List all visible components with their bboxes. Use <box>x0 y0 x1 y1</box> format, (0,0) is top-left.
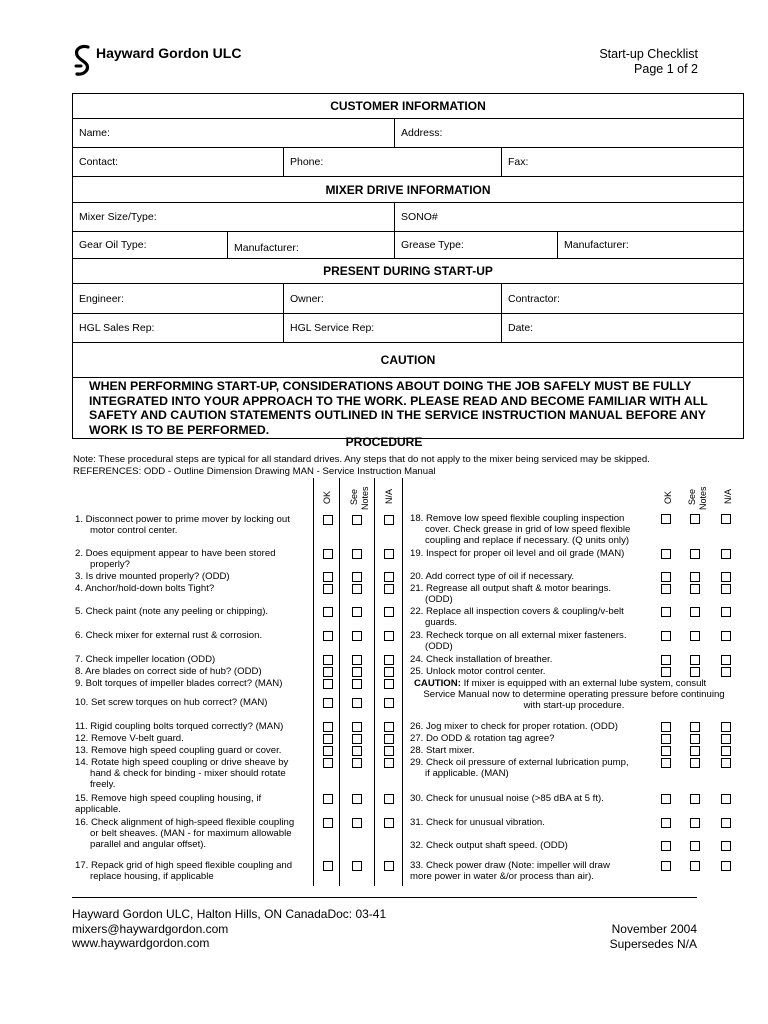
procedure-step-line: (ODD) <box>425 641 453 652</box>
ok-checkbox[interactable] <box>323 698 333 708</box>
procedure-step-line: freely. <box>90 779 116 790</box>
procedure-step-left <box>75 606 311 617</box>
procedure-step-line: 2. Does equipment appear to have been stored <box>75 548 276 559</box>
see-notes-checkbox[interactable] <box>352 607 362 617</box>
ok-checkbox[interactable] <box>661 655 671 665</box>
procedure-step-line: or belt sheaves. (MAN - for maximum allowable <box>90 828 292 839</box>
procedure-note-text: Note: These procedural steps are typical for all standard drives. Any steps that do not apply to the mixer being serviced may be skipped. <box>73 454 650 465</box>
contact-field[interactable]: Contact: <box>73 148 284 177</box>
lube-caution-line-2: Service Manual now to determine operating pressure before continuing <box>423 689 725 700</box>
mixer-drive-heading: MIXER DRIVE INFORMATION <box>73 177 744 203</box>
na-checkbox[interactable] <box>721 584 731 594</box>
procedure-step-line: applicable. <box>75 804 121 815</box>
procedure-step-left <box>75 793 311 815</box>
ok-column-header-right: OK <box>663 490 673 504</box>
procedure-step-line: cover. Check grease in grid of low speed flexible <box>425 524 631 535</box>
see-notes-checkbox[interactable] <box>690 655 700 665</box>
procedure-step-line: 6. Check mixer for external rust & corrosion. <box>75 630 263 641</box>
na-checkbox[interactable] <box>384 746 394 756</box>
ok-checkbox[interactable] <box>661 818 671 828</box>
ok-checkbox[interactable] <box>661 667 671 677</box>
procedure-step-line: 11. Rigid coupling bolts torqued correctly? (MAN) <box>75 721 284 732</box>
column-divider <box>402 478 403 886</box>
procedure-step-left <box>75 571 311 582</box>
ok-checkbox[interactable] <box>323 722 333 732</box>
na-checkbox[interactable] <box>721 841 731 851</box>
present-during-startup-heading: PRESENT DURING START-UP <box>73 259 744 284</box>
procedure-step-line: 4. Anchor/hold-down bolts Tight? <box>75 583 215 594</box>
procedure-step-left <box>75 514 311 536</box>
na-checkbox[interactable] <box>721 655 731 665</box>
procedure-step-line: 1. Disconnect power to prime mover by locking out <box>75 514 290 525</box>
procedure-step-line: 32. Check output shaft speed. (ODD) <box>410 840 568 851</box>
see-notes-checkbox[interactable] <box>352 746 362 756</box>
see-notes-checkbox[interactable] <box>690 861 700 871</box>
procedure-step-left <box>75 817 311 850</box>
grease-type-field[interactable]: Grease Type: <box>395 232 558 259</box>
ok-checkbox[interactable] <box>323 584 333 594</box>
procedure-step-line: 27. Do ODD & rotation tag agree? <box>410 733 555 744</box>
na-checkbox[interactable] <box>721 758 731 768</box>
see-notes-checkbox[interactable] <box>352 818 362 828</box>
see-notes-checkbox[interactable] <box>352 722 362 732</box>
na-checkbox[interactable] <box>721 861 731 871</box>
na-checkbox[interactable] <box>384 794 394 804</box>
na-checkbox[interactable] <box>721 607 731 617</box>
procedure-step-right <box>410 793 655 804</box>
na-checkbox[interactable] <box>384 679 394 689</box>
procedure-step-right <box>410 860 655 882</box>
see-notes-checkbox[interactable] <box>352 584 362 594</box>
procedure-step-line: 29. Check oil pressure of external lubrication pump, <box>410 757 629 768</box>
procedure-step-line: 13. Remove high speed coupling guard or cover. <box>75 745 282 756</box>
ok-checkbox[interactable] <box>661 841 671 851</box>
na-checkbox[interactable] <box>384 584 394 594</box>
na-checkbox[interactable] <box>384 734 394 744</box>
address-field[interactable]: Address: <box>395 119 744 148</box>
na-checkbox[interactable] <box>384 572 394 582</box>
procedure-step-left <box>75 630 311 641</box>
procedure-step-line: motor control center. <box>90 525 178 536</box>
hayward-gordon-logo-icon <box>72 44 94 78</box>
notes-column-header-right: Notes <box>698 486 708 510</box>
procedure-note <box>73 454 650 477</box>
na-checkbox[interactable] <box>721 572 731 582</box>
see-notes-checkbox[interactable] <box>690 841 700 851</box>
fax-field[interactable]: Fax: <box>502 148 744 177</box>
lube-caution-label: CAUTION: <box>414 678 461 689</box>
see-notes-checkbox[interactable] <box>352 515 362 525</box>
document-title: Start-up Checklist <box>599 47 698 61</box>
ok-checkbox[interactable] <box>661 746 671 756</box>
procedure-step-line: parallel and angular offset). <box>90 839 207 850</box>
gear-oil-manufacturer-field[interactable]: Manufacturer: <box>228 232 395 259</box>
footer-right <box>610 922 697 951</box>
see-notes-checkbox[interactable] <box>690 667 700 677</box>
procedure-step-left <box>75 583 311 594</box>
procedure-step-line: guards. <box>425 617 457 628</box>
procedure-step-line: 23. Recheck torque on all external mixer fasteners. <box>410 630 627 641</box>
procedure-step-line: if applicable. (MAN) <box>425 768 509 779</box>
na-checkbox[interactable] <box>384 758 394 768</box>
see-notes-checkbox[interactable] <box>352 758 362 768</box>
caution-statement: WHEN PERFORMING START-UP, CONSIDERATIONS ABOUT DOING THE JOB SAFELY MUST BE FULLY INTEGRATED INTO YOUR APPROACH TO THE WORK. PLEASE READ AND BECOME FAMILIAR WITH ALL SAFETY AND CAUTION STATEMENTS OUTLINED IN THE SERVICE INSTRUCTION MANUAL BEFORE ANY WORK IS TO BE PERFORMED. <box>73 378 744 439</box>
footer-email[interactable]: mixers@haywardgordon.com <box>72 921 229 936</box>
footer-doc-number: Doc: 03-41 <box>327 907 387 921</box>
ok-checkbox[interactable] <box>661 758 671 768</box>
procedure-step-line: 7. Check impeller location (ODD) <box>75 654 216 665</box>
caution-heading: CAUTION <box>73 343 744 378</box>
see-notes-checkbox[interactable] <box>690 794 700 804</box>
ok-checkbox[interactable] <box>323 667 333 677</box>
procedure-step-line: 25. Unlock motor control center. <box>410 666 546 677</box>
procedure-step-line: properly? <box>90 559 130 570</box>
column-divider <box>374 478 375 886</box>
ok-checkbox[interactable] <box>323 631 333 641</box>
procedure-step-line: 3. Is drive mounted properly? (ODD) <box>75 571 230 582</box>
procedure-step-left <box>75 733 311 744</box>
company-name: Hayward Gordon ULC <box>96 45 242 61</box>
footer-website[interactable]: www.haywardgordon.com <box>72 936 210 950</box>
na-checkbox[interactable] <box>721 734 731 744</box>
procedure-step-left <box>75 745 311 756</box>
ok-checkbox[interactable] <box>661 607 671 617</box>
footer-supersedes: Supersedes N/A <box>609 936 697 951</box>
na-checkbox[interactable] <box>384 655 394 665</box>
na-column-header-right: N/A <box>723 488 733 504</box>
document-title-block <box>599 47 698 77</box>
engineer-field[interactable]: Engineer: <box>73 284 284 314</box>
see-notes-checkbox[interactable] <box>690 549 700 559</box>
ok-checkbox[interactable] <box>661 631 671 641</box>
procedure-step-line: 33. Check power draw (Note: impeller will draw <box>410 860 610 871</box>
procedure-heading: PROCEDURE <box>345 435 423 449</box>
see-notes-checkbox[interactable] <box>690 607 700 617</box>
na-checkbox[interactable] <box>721 667 731 677</box>
ok-checkbox[interactable] <box>661 572 671 582</box>
procedure-step-line: 18. Remove low speed flexible coupling inspection <box>410 513 625 524</box>
na-checkbox[interactable] <box>721 631 731 641</box>
procedure-step-right <box>410 745 655 756</box>
procedure-step-left <box>75 654 311 665</box>
procedure-step-line: replace housing, if applicable <box>90 871 214 882</box>
na-checkbox[interactable] <box>384 549 394 559</box>
see-notes-checkbox[interactable] <box>690 746 700 756</box>
see-notes-checkbox[interactable] <box>352 698 362 708</box>
lube-caution-note <box>414 678 734 711</box>
see-notes-checkbox[interactable] <box>352 794 362 804</box>
procedure-step-line: (ODD) <box>425 594 453 605</box>
see-notes-checkbox[interactable] <box>352 734 362 744</box>
procedure-step-left <box>75 721 311 732</box>
customer-info-heading: CUSTOMER INFORMATION <box>73 94 744 119</box>
procedure-step-line: 5. Check paint (note any peeling or chipping). <box>75 606 269 617</box>
footer-left <box>72 907 386 951</box>
ok-checkbox[interactable] <box>323 655 333 665</box>
footer-address: Hayward Gordon ULC, Halton Hills, ON Canada <box>72 907 328 921</box>
see-column-header: See <box>349 488 359 505</box>
owner-field[interactable]: Owner: <box>284 284 502 314</box>
na-checkbox[interactable] <box>384 607 394 617</box>
lube-caution-line-3: with start-up procedure. <box>523 700 625 711</box>
see-notes-checkbox[interactable] <box>690 818 700 828</box>
procedure-step-right <box>410 733 655 744</box>
ok-checkbox[interactable] <box>323 607 333 617</box>
footer-address-line <box>72 907 386 922</box>
procedure-step-right <box>410 840 655 851</box>
ok-checkbox[interactable] <box>323 549 333 559</box>
procedure-step-line: 12. Remove V-belt guard. <box>75 733 184 744</box>
procedure-step-right <box>410 817 655 828</box>
procedure-step-line: 19. Inspect for proper oil level and oil grade (MAN) <box>410 548 625 559</box>
procedure-step-line: 30. Check for unusual noise (>85 dBA at 5 ft). <box>410 793 604 804</box>
procedure-step-line: coupling and replace if necessary. (Q units only) <box>425 535 630 546</box>
lube-caution-line-1: If mixer is equipped with an external lube system, consult <box>463 678 707 689</box>
procedure-step-line: 22. Replace all inspection covers & coupling/v-belt <box>410 606 624 617</box>
see-notes-checkbox[interactable] <box>352 667 362 677</box>
procedure-step-right <box>410 548 655 559</box>
ok-checkbox[interactable] <box>323 746 333 756</box>
hgl-service-rep-field[interactable]: HGL Service Rep: <box>284 314 502 343</box>
na-checkbox[interactable] <box>384 631 394 641</box>
na-checkbox[interactable] <box>384 667 394 677</box>
ok-checkbox[interactable] <box>323 515 333 525</box>
name-field[interactable]: Name: <box>73 119 395 148</box>
see-notes-checkbox[interactable] <box>352 861 362 871</box>
procedure-step-line: 15. Remove high speed coupling housing, if <box>75 793 262 804</box>
contractor-field[interactable]: Contractor: <box>502 284 744 314</box>
see-notes-checkbox[interactable] <box>690 584 700 594</box>
footer-date: November 2004 <box>611 922 697 936</box>
procedure-step-right <box>410 583 655 605</box>
date-field[interactable]: Date: <box>502 314 744 343</box>
na-column-header: N/A <box>384 488 394 504</box>
see-notes-checkbox[interactable] <box>690 514 700 524</box>
procedure-step-right <box>410 630 655 652</box>
procedure-step-line: 8. Are blades on correct side of hub? (ODD) <box>75 666 262 677</box>
procedure-step-line: 24. Check installation of breather. <box>410 654 553 665</box>
see-notes-checkbox[interactable] <box>352 679 362 689</box>
ok-checkbox[interactable] <box>323 794 333 804</box>
procedure-step-line: 21. Regrease all output shaft & motor bearings. <box>410 583 612 594</box>
phone-field[interactable]: Phone: <box>284 148 502 177</box>
ok-checkbox[interactable] <box>661 549 671 559</box>
ok-checkbox[interactable] <box>323 734 333 744</box>
ok-checkbox[interactable] <box>661 584 671 594</box>
ok-checkbox[interactable] <box>323 572 333 582</box>
see-notes-checkbox[interactable] <box>690 631 700 641</box>
procedure-step-right <box>410 654 655 665</box>
procedure-step-line: more power in water &/or process than air). <box>410 871 594 882</box>
hgl-sales-rep-field[interactable]: HGL Sales Rep: <box>73 314 284 343</box>
na-checkbox[interactable] <box>721 722 731 732</box>
ok-checkbox[interactable] <box>661 722 671 732</box>
ok-checkbox[interactable] <box>323 818 333 828</box>
grease-manufacturer-field[interactable]: Manufacturer: <box>558 232 744 259</box>
ok-checkbox[interactable] <box>661 861 671 871</box>
procedure-step-left <box>75 860 311 882</box>
footer-divider <box>72 897 697 898</box>
ok-checkbox[interactable] <box>661 514 671 524</box>
procedure-step-line: 28. Start mixer. <box>410 745 475 756</box>
procedure-step-right <box>410 606 655 628</box>
see-column-header-right: See <box>687 488 697 505</box>
see-notes-checkbox[interactable] <box>352 655 362 665</box>
see-notes-checkbox[interactable] <box>690 758 700 768</box>
procedure-step-left <box>75 548 311 570</box>
procedure-step-right <box>410 666 655 677</box>
sono-field[interactable]: SONO# <box>395 203 744 232</box>
procedure-step-line: 17. Repack grid of high speed flexible coupling and <box>75 860 293 871</box>
na-checkbox[interactable] <box>384 515 394 525</box>
notes-column-header: Notes <box>360 486 370 510</box>
na-checkbox[interactable] <box>721 746 731 756</box>
mixer-size-type-field[interactable]: Mixer Size/Type: <box>73 203 395 232</box>
procedure-step-right <box>410 721 655 732</box>
procedure-step-line: 20. Add correct type of oil if necessary. <box>410 571 575 582</box>
see-notes-checkbox[interactable] <box>352 631 362 641</box>
procedure-step-left <box>75 757 311 790</box>
na-checkbox[interactable] <box>721 514 731 524</box>
procedure-references: REFERENCES: ODD - Outline Dimension Drawing MAN - Service Instruction Manual <box>73 465 436 477</box>
na-checkbox[interactable] <box>384 861 394 871</box>
column-divider <box>339 478 340 886</box>
ok-checkbox[interactable] <box>323 861 333 871</box>
procedure-step-left <box>75 666 311 677</box>
page-number: Page 1 of 2 <box>634 62 698 76</box>
ok-column-header: OK <box>322 490 332 504</box>
ok-checkbox[interactable] <box>661 734 671 744</box>
na-checkbox[interactable] <box>721 818 731 828</box>
na-checkbox[interactable] <box>384 722 394 732</box>
procedure-step-line: hand & check for binding - mixer should rotate <box>90 768 286 779</box>
procedure-step-line: 16. Check alignment of high-speed flexible coupling <box>75 817 295 828</box>
procedure-step-right <box>410 513 655 546</box>
procedure-step-line: 26. Jog mixer to check for proper rotation. (ODD) <box>410 721 618 732</box>
see-notes-checkbox[interactable] <box>690 734 700 744</box>
procedure-step-line: 31. Check for unusual vibration. <box>410 817 545 828</box>
procedure-step-left <box>75 697 311 708</box>
see-notes-checkbox[interactable] <box>690 722 700 732</box>
na-checkbox[interactable] <box>721 549 731 559</box>
procedure-step-left <box>75 678 311 689</box>
column-divider <box>313 478 314 886</box>
see-notes-checkbox[interactable] <box>690 572 700 582</box>
see-notes-checkbox[interactable] <box>352 549 362 559</box>
procedure-step-line: 14. Rotate high speed coupling or drive sheave by <box>75 757 289 768</box>
gear-oil-type-field[interactable]: Gear Oil Type: <box>73 232 228 259</box>
procedure-step-right <box>410 571 655 582</box>
procedure-step-right <box>410 757 655 779</box>
procedure-step-line: 9. Bolt torques of impeller blades correct? (MAN) <box>75 678 283 689</box>
na-checkbox[interactable] <box>384 698 394 708</box>
ok-checkbox[interactable] <box>661 794 671 804</box>
na-checkbox[interactable] <box>721 794 731 804</box>
na-checkbox[interactable] <box>384 818 394 828</box>
ok-checkbox[interactable] <box>323 679 333 689</box>
procedure-step-line: 10. Set screw torques on hub correct? (MAN) <box>75 697 268 708</box>
startup-info-form <box>72 93 744 439</box>
see-notes-checkbox[interactable] <box>352 572 362 582</box>
ok-checkbox[interactable] <box>323 758 333 768</box>
